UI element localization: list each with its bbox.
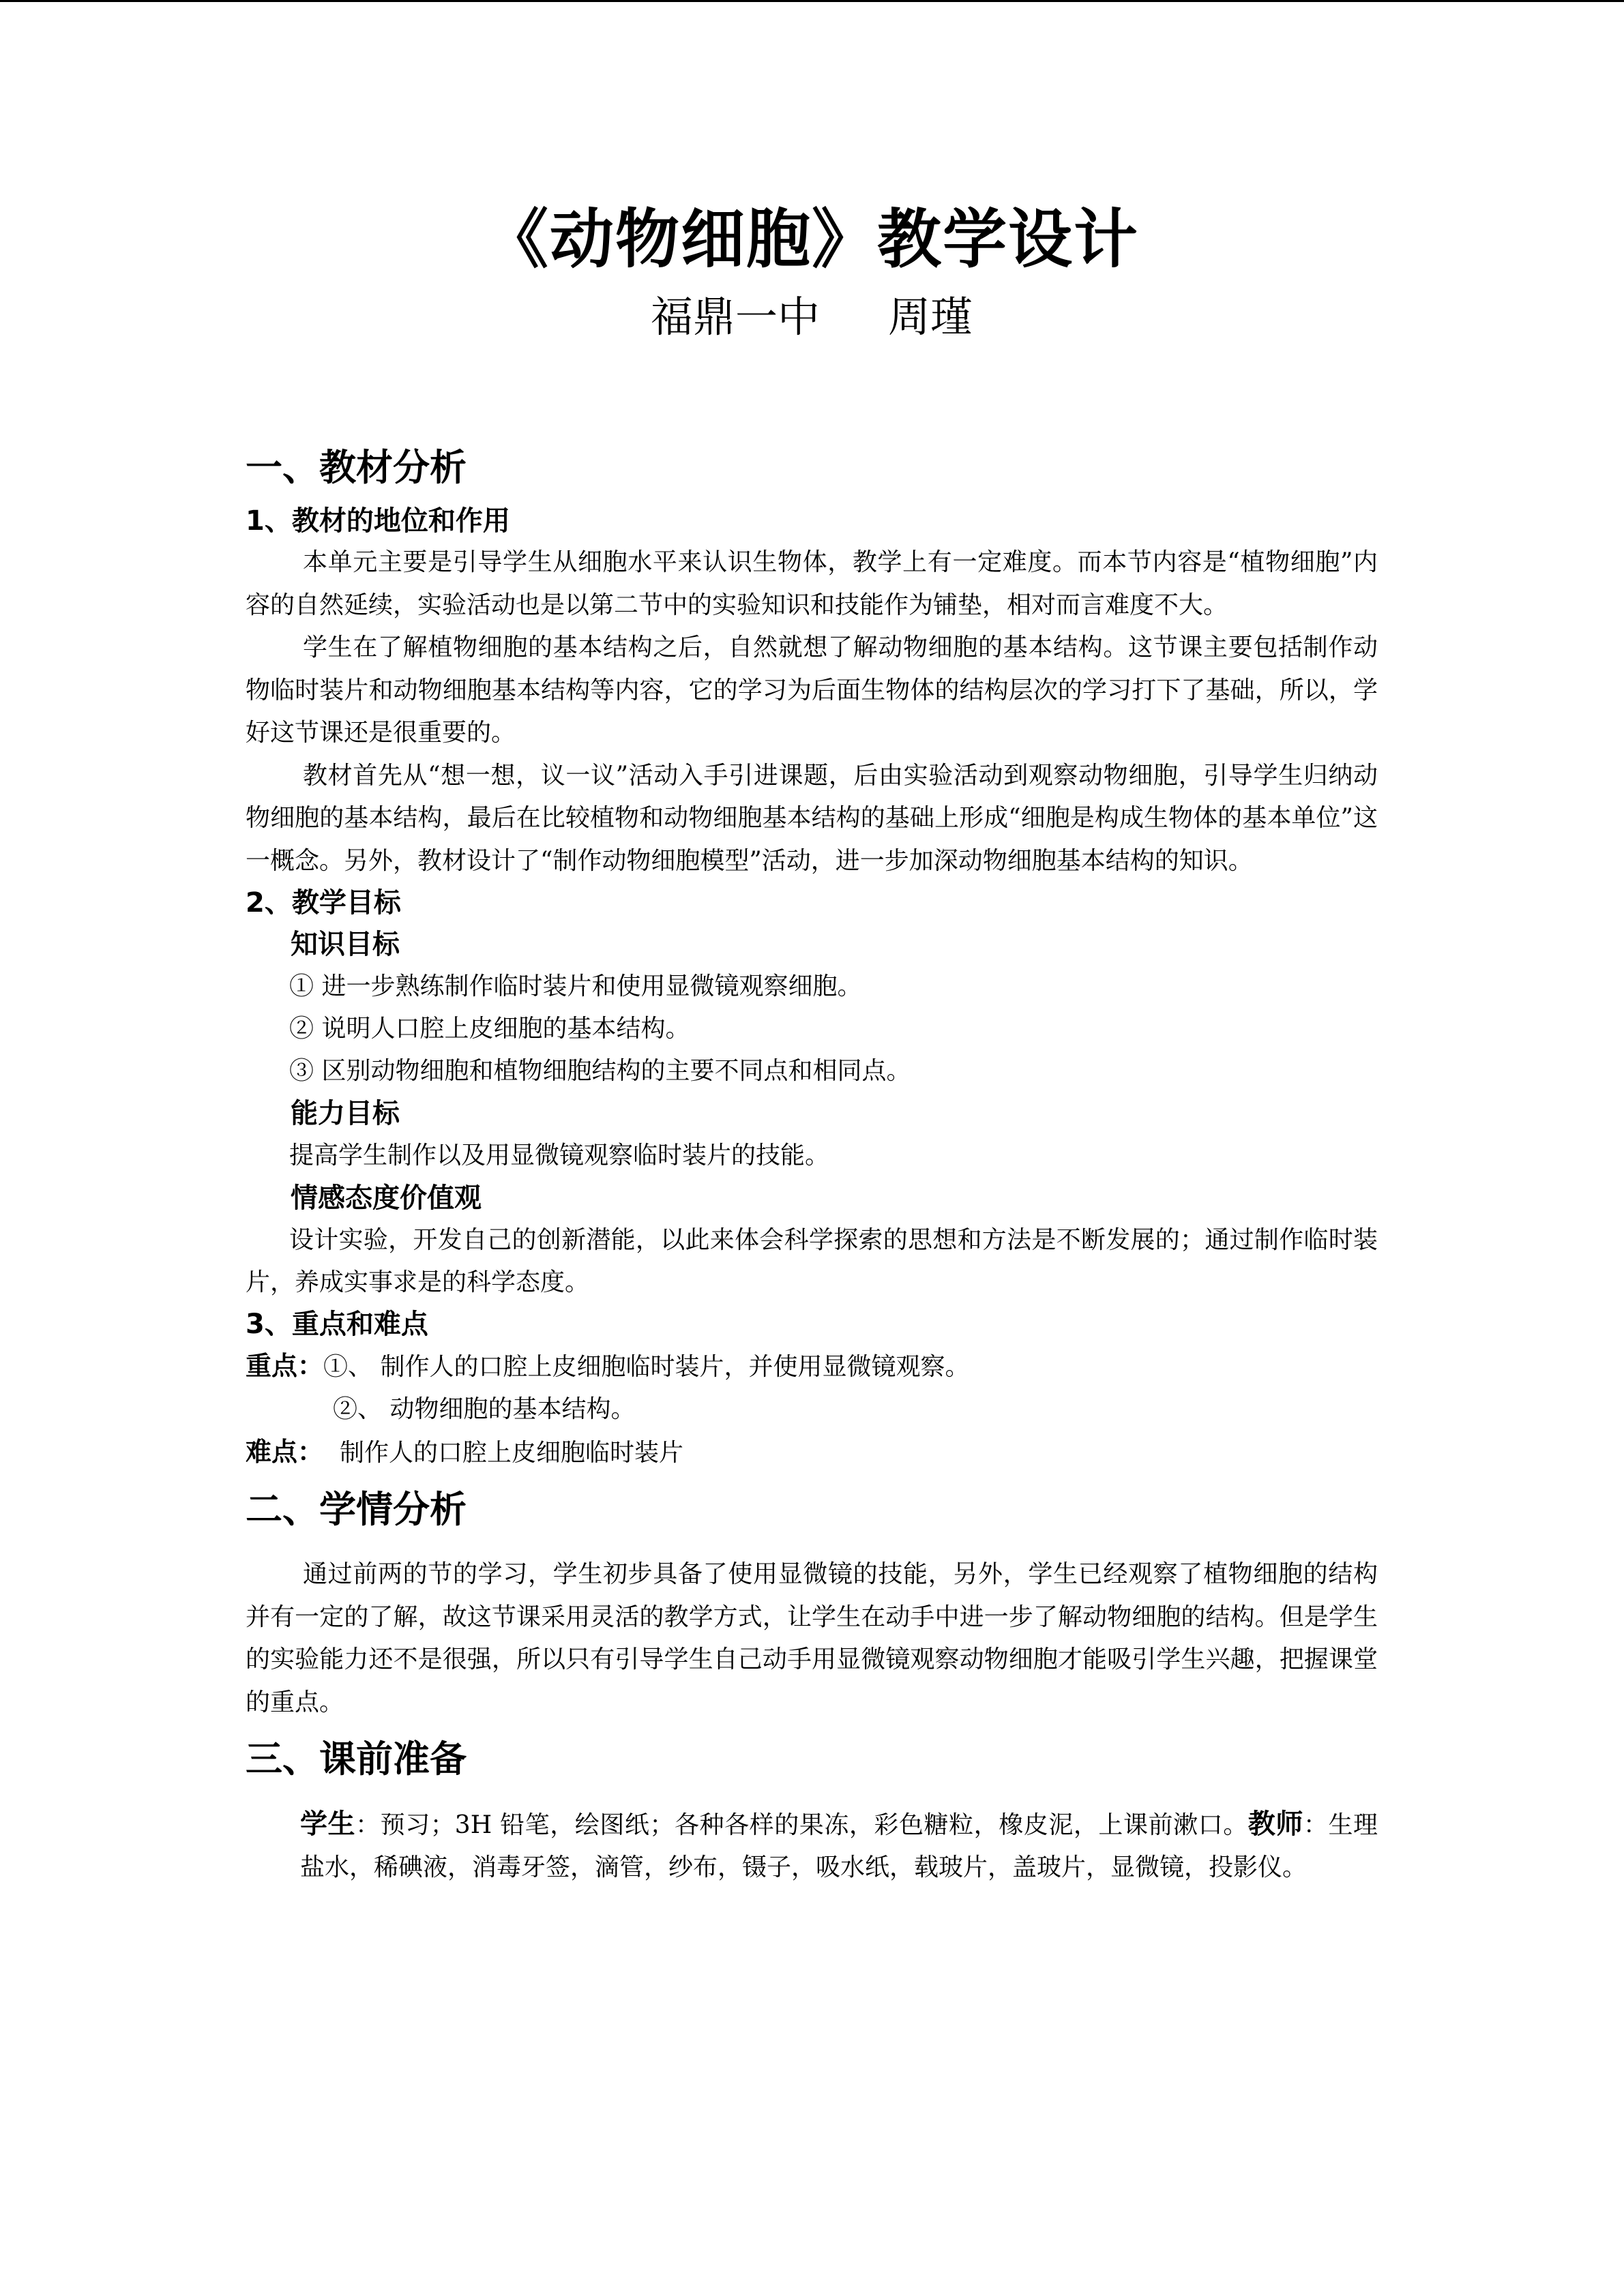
key-point-item: ①、 制作人的口腔上皮细胞临时装片，并使用显微镜观察。 bbox=[323, 1353, 970, 1381]
goal-heading-ability: 能力目标 bbox=[291, 1098, 400, 1129]
subsection-heading-key-difficult: 3、重点和难点 bbox=[246, 1309, 428, 1340]
document-title: 《动物细胞》教学设计 bbox=[484, 203, 1139, 277]
section-heading-learner-analysis: 二、学情分析 bbox=[246, 1488, 467, 1531]
teacher-label: 教师 bbox=[1247, 1808, 1303, 1840]
section-heading-textbook-analysis: 一、教材分析 bbox=[246, 446, 467, 489]
list-item: ① 进一步熟练制作临时装片和使用显微镜观察细胞。 bbox=[289, 972, 862, 1000]
subsection-heading-status-role: 1、教材的地位和作用 bbox=[246, 505, 510, 537]
key-point-item: ②、 动物细胞的基本结构。 bbox=[333, 1395, 636, 1423]
paragraph: 学生在了解植物细胞的基本结构之后，自然就想了解动物细胞的基本结构。这节课主要包括制作动物临时装片和动物细胞基本结构等内容，它的学习为后面生物体的结构层次的学习打下了基础，所以，学好这节课还是很重要的。 bbox=[246, 633, 1378, 747]
difficulty-label: 难点： bbox=[246, 1437, 324, 1467]
subsection-heading-teaching-goals: 2、教学目标 bbox=[246, 887, 401, 919]
paragraph: 本单元主要是引导学生从细胞水平来认识生物体，教学上有一定难度。而本节内容是“植物细胞”内容的自然延续，实验活动也是以第二节中的实验知识和技能作为铺垫，相对而言难度不大。 bbox=[246, 548, 1378, 619]
section-heading-preparation: 三、课前准备 bbox=[246, 1738, 467, 1780]
difficulty-line bbox=[246, 1431, 1378, 1474]
list-item: ② 说明人口腔上皮细胞的基本结构。 bbox=[289, 1015, 690, 1043]
list-item: ③ 区别动物细胞和植物细胞结构的主要不同点和相同点。 bbox=[289, 1057, 911, 1085]
author-line bbox=[246, 286, 1378, 348]
document-page bbox=[246, 198, 1378, 1889]
teacher-items: ：生理盐水，稀碘液，消毒牙签，滴管，纱布，镊子，吸水纸，载玻片，盖玻片，显微镜，投影仪。 bbox=[300, 1811, 1378, 1881]
goal-heading-emotion: 情感态度价值观 bbox=[291, 1182, 482, 1214]
goal-heading-knowledge: 知识目标 bbox=[291, 929, 400, 960]
difficulty-text: 制作人的口腔上皮细胞临时装片 bbox=[340, 1439, 684, 1467]
student-items: ：预习；3H 铅笔，绘图纸；各种各样的果冻，彩色糖粒，橡皮泥，上课前漱口。 bbox=[355, 1811, 1248, 1839]
ability-goal-text: 提高学生制作以及用显微镜观察临时装片的技能。 bbox=[289, 1142, 830, 1169]
student-label: 学生 bbox=[300, 1808, 356, 1840]
author-school: 福鼎一中 bbox=[650, 292, 820, 342]
author-name: 周瑾 bbox=[888, 292, 973, 342]
paragraph: 教材首先从“想一想，议一议”活动入手引进课题，后由实验活动到观察动物细胞，引导学生归纳动物细胞的基本结构，最后在比较植物和动物细胞基本结构的基础上形成“细胞是构成生物体的基本单位”这一概念。另外，教材设计了“制作动物细胞模型”活动，进一步加深动物细胞基本结构的知识。 bbox=[246, 761, 1378, 875]
page-top-border bbox=[0, 0, 1624, 2]
key-point-line bbox=[246, 1345, 1378, 1388]
emotion-goal-text: 设计实验，开发自己的创新潜能，以此来体会科学探索的思想和方法是不断发展的；通过制作临时装片，养成实事求是的科学态度。 bbox=[246, 1226, 1378, 1296]
key-point-label: 重点： bbox=[246, 1351, 324, 1381]
preparation-text bbox=[246, 1803, 1378, 1889]
learner-analysis-text: 通过前两的节的学习，学生初步具备了使用显微镜的技能，另外，学生已经观察了植物细胞的结构并有一定的了解，故这节课采用灵活的教学方式，让学生在动手中进一步了解动物细胞的结构。但是学生的实验能力还不是很强，所以只有引导学生自己动手用显微镜观察动物细胞才能吸引学生兴趣，把握课堂的重点。 bbox=[246, 1560, 1378, 1716]
